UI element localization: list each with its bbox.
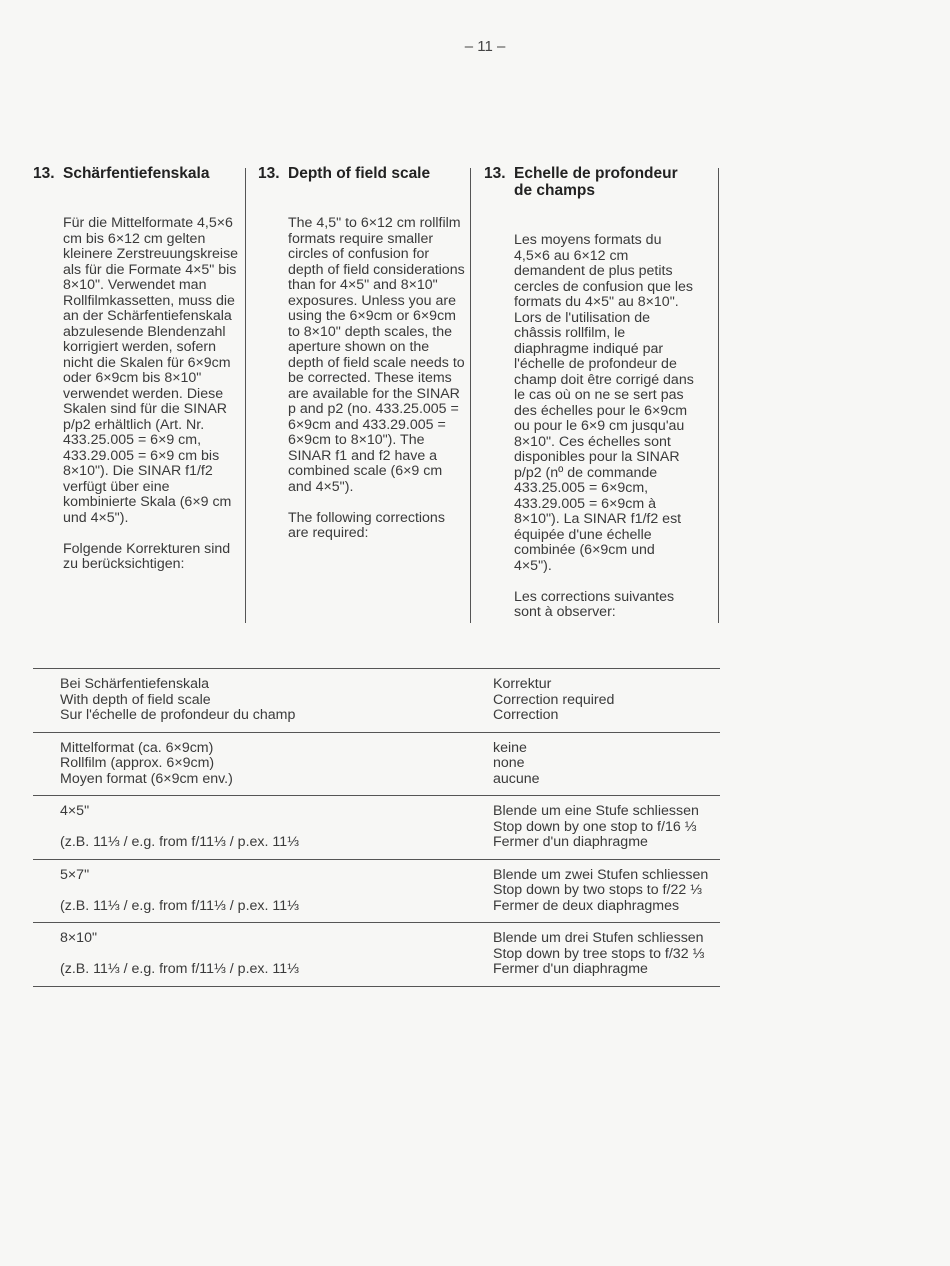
section-french <box>484 165 694 621</box>
table-header-text: Korrektur <box>493 676 552 692</box>
section-english <box>258 165 468 542</box>
section-number: 13. <box>33 165 55 182</box>
table-header-text: Correction <box>493 707 559 723</box>
table-row <box>33 732 720 796</box>
table-cell-text: Blende um drei Stufen schliessen <box>493 930 704 946</box>
correction-table <box>33 668 720 987</box>
section-paragraph: The following corrections are required: <box>288 509 445 541</box>
table-row <box>33 923 720 987</box>
table-cell-text: Moyen format (6×9cm env.) <box>60 770 233 787</box>
table-row <box>33 859 720 923</box>
table-cell-text: Blende um eine Stufe schliessen <box>493 803 699 819</box>
section-paragraph: The 4,5" to 6×12 cm rollfilm formats require smaller circles of confusion for depth of field considerations than for 4×5" and 8×10" exposures. Unless you are using the 6×9cm or 6×9cm to 8×10" depth scales, the aperture shown on the depth of field scale needs to be corrected. These items are available for the SINAR p and p2 (no. 433.25.005 = 6×9cm and 433.29.005 = 6×9cm to 8×10"). The SINAR f1 and f2 have a combined scale (6×9 cm and 4×5"). <box>288 215 465 495</box>
table-cell-text: aucune <box>493 770 540 787</box>
table-cell-text: keine <box>493 739 527 756</box>
section-number: 13. <box>258 165 280 182</box>
section-german <box>33 165 243 573</box>
table-cell-text: Stop down by two stops to f/22 ⅓ <box>493 882 702 898</box>
section-heading <box>258 165 468 182</box>
table-cell-format <box>33 859 493 923</box>
table-row <box>33 796 720 860</box>
column-divider <box>245 168 246 623</box>
section-number: 13. <box>484 165 506 182</box>
table-cell-text: Mittelformat (ca. 6×9cm) <box>60 739 214 756</box>
table-cell-text: (z.B. 11⅓ / e.g. from f/11⅓ / p.ex. 11⅓ <box>60 961 299 977</box>
section-paragraph: Les corrections suivantes sont à observer: <box>514 588 675 620</box>
table-cell-text: Blende um zwei Stufen schliessen <box>493 866 709 883</box>
section-paragraph: Folgende Korrekturen sind zu berücksichtigen: <box>63 540 231 572</box>
section-body <box>33 216 243 573</box>
section-title: Echelle de profondeur de champs <box>514 165 678 199</box>
table-cell-correction <box>493 732 720 796</box>
table-header-text: Sur l'échelle de profondeur du champ <box>60 707 296 723</box>
table-cell-text: Rollfilm (approx. 6×9cm) <box>60 755 215 771</box>
table-header-row <box>33 669 720 733</box>
table-cell-correction <box>493 796 720 860</box>
section-paragraph: Für die Mittelformate 4,5×6 cm bis 6×12 cm gelten kleinere Zerstreuungskreise als für die Formate 4×5" bis 8×10". Verwendet man Rollfilmkassetten, muss die an der Schärfentiefenskala abzulesende Blendenzahl korrigiert werden, sofern nicht die Skalen für 6×9cm oder 6×9cm bis 8×10" verwendet werden. Diese Skalen sind für die SINAR p/p2 erhältlich (Art. Nr. 433.25.005 = 6×9 cm, 433.29.005 = 6×9 cm bis 8×10"). Die SINAR f1/f2 verfügt über eine kombinierte Skala (6×9 cm und 4×5"). <box>63 215 239 526</box>
column-divider <box>470 168 471 623</box>
table-header-left <box>33 669 493 733</box>
table-cell-text: 8×10" <box>60 930 97 946</box>
section-title: Depth of field scale <box>288 165 431 182</box>
table-cell-format <box>33 796 493 860</box>
section-body <box>258 216 468 542</box>
page-number: – 11 – <box>464 38 506 55</box>
table-header-text: Bei Schärfentiefenskala <box>60 676 210 692</box>
section-heading <box>484 165 694 199</box>
table-cell-text: (z.B. 11⅓ / e.g. from f/11⅓ / p.ex. 11⅓ <box>60 897 299 914</box>
table-header-text: With depth of field scale <box>60 691 211 708</box>
table-cell-text: (z.B. 11⅓ / e.g. from f/11⅓ / p.ex. 11⅓ <box>60 834 299 850</box>
table-cell-text: Fermer d'un diaphragme <box>493 834 648 850</box>
section-paragraph: Les moyens formats du 4,5×6 au 6×12 cm demandent de plus petits cercles de confusion que les formats du 4×5" au 8×10". Lors de l'utilisation de châssis rollfilm, le diaphragme indiqué par l'échelle de profondeur de champ doit être corrigé dans le cas où on ne se sert pas des échelles pour le 6×9cm ou pour le 6×9 cm jusqu'au 8×10". Ces échelles sont disponibles pour la SINAR p/p2 (nº de commande 433.25.005 = 6×9cm, 433.29.005 = 6×9cm à 8×10"). La SINAR f1/f2 est équipée d'une échelle combinée (6×9cm und 4×5"). <box>514 232 694 574</box>
column-divider <box>718 168 719 623</box>
table-cell-text: 4×5" <box>60 803 90 819</box>
table-cell-text: Stop down by tree stops to f/32 ⅓ <box>493 945 705 962</box>
section-title: Schärfentiefenskala <box>63 165 210 182</box>
table-cell-text: none <box>493 755 525 771</box>
section-heading <box>33 165 243 182</box>
section-body <box>484 233 694 621</box>
table-cell-text: 5×7" <box>60 866 90 883</box>
table-cell-correction <box>493 859 720 923</box>
table-cell-text: Fermer de deux diaphragmes <box>493 897 680 914</box>
table-header-text: Correction required <box>493 691 615 708</box>
table-cell-correction <box>493 923 720 987</box>
table-header-right <box>493 669 720 733</box>
table-cell-text: Stop down by one stop to f/16 ⅓ <box>493 818 697 835</box>
table-cell-format <box>33 923 493 987</box>
table-cell-text: Fermer d'un diaphragme <box>493 961 648 977</box>
table-cell-format <box>33 732 493 796</box>
